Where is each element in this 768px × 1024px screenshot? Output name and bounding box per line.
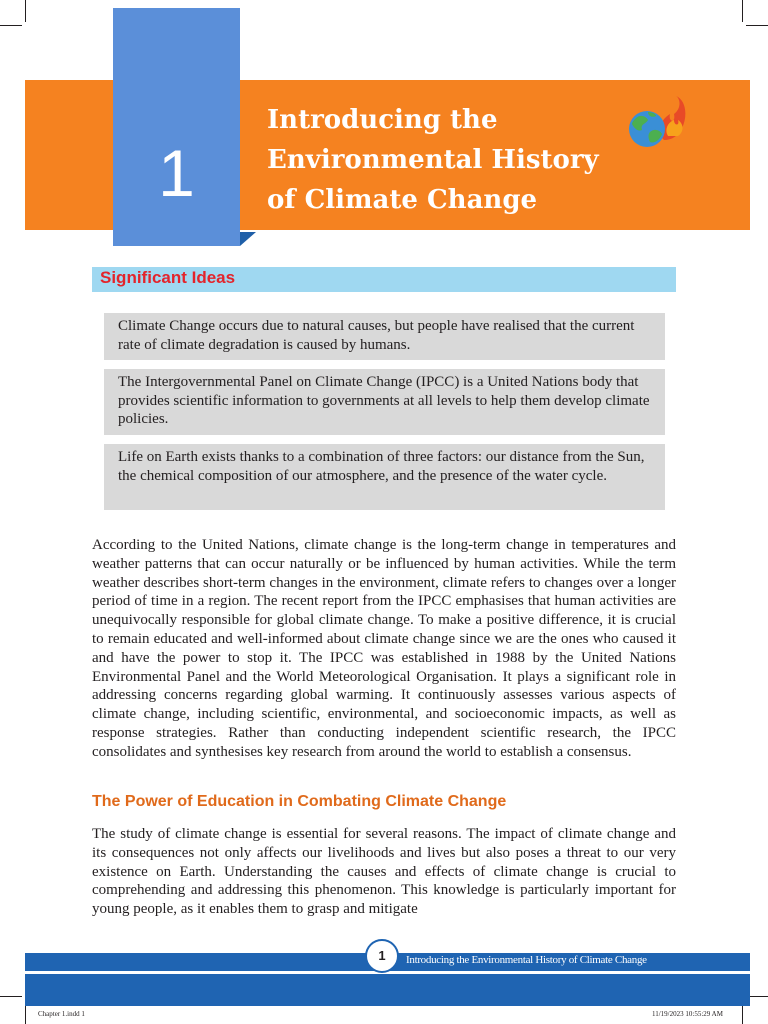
chapter-number-tab bbox=[113, 8, 240, 246]
significant-ideas-heading: Significant Ideas bbox=[100, 268, 236, 287]
crop-mark bbox=[0, 25, 22, 26]
idea-box bbox=[104, 444, 665, 510]
footer-band bbox=[25, 974, 750, 1006]
chapter-number: 1 bbox=[158, 136, 195, 210]
idea-box bbox=[104, 313, 665, 360]
crop-mark bbox=[0, 996, 22, 997]
idea-box bbox=[104, 369, 665, 435]
crop-mark bbox=[742, 0, 743, 22]
body-paragraph: The study of climate change is essential for several reasons. The impact of climate change and its consequences not only affects our livelihoods and lives but also poses a threat to our very existence on Earth. Understanding the causes and effects of climate change is crucial to comprehending and addressing this phenomenon. This knowledge is particularly important for young people, as it enables them to grasp and mitigate bbox=[92, 826, 676, 918]
idea-text: Climate Change occurs due to natural causes, but people have realised that the current rate of climate degradation is caused by humans. bbox=[118, 318, 635, 353]
page-number: 1 bbox=[365, 939, 399, 973]
section-heading: The Power of Education in Combating Climate Change bbox=[92, 793, 507, 810]
crop-mark bbox=[25, 0, 26, 22]
globe-with-flame-icon bbox=[626, 94, 686, 152]
chapter-title: Introducing the Environmental History of Climate Change bbox=[267, 105, 599, 215]
body-paragraph: According to the United Nations, climate change is the long-term change in temperatures and weather patterns that can occur naturally or be influenced by human activities. While the term weather describes short-term changes in the environment, climate refers to changes over a longer period of time in a region. The recent report from the IPCC emphasises that human activities are unequivocally responsible for global climate change. To make a positive difference, it is crucial to remain educated and well-informed about climate change since we are the ones who caused it and have the power to stop it. The IPCC was established in 1988 by the United Nations Environmental Panel and the World Meteorological Organisation. It plays a significant role in addressing concerns regarding global warming. It continuously assesses various aspects of climate change, including scientific, environmental, and socioeconomic impacts, as well as response strategies. Rather than conducting independent scientific research, the IPCC consolidates and synthesises key research from around the world to establish a consensus. bbox=[92, 537, 676, 760]
slug-timestamp: 11/19/2023 10:55:29 AM bbox=[652, 1010, 723, 1018]
running-title: Introducing the Environmental History of Climate Change bbox=[406, 954, 647, 966]
tab-notch bbox=[240, 232, 256, 246]
idea-text: Life on Earth exists thanks to a combination of three factors: our distance from the Sun, the chemical composition of our atmosphere, and the presence of the water cycle. bbox=[118, 449, 645, 484]
significant-ideas-header bbox=[92, 267, 676, 292]
slug-file: Chapter 1.indd 1 bbox=[38, 1010, 85, 1018]
idea-text: The Intergovernmental Panel on Climate Change (IPCC) is a United Nations body that provides scientific information to governments at all levels to help them develop climate policies. bbox=[118, 374, 650, 427]
crop-mark bbox=[746, 25, 768, 26]
